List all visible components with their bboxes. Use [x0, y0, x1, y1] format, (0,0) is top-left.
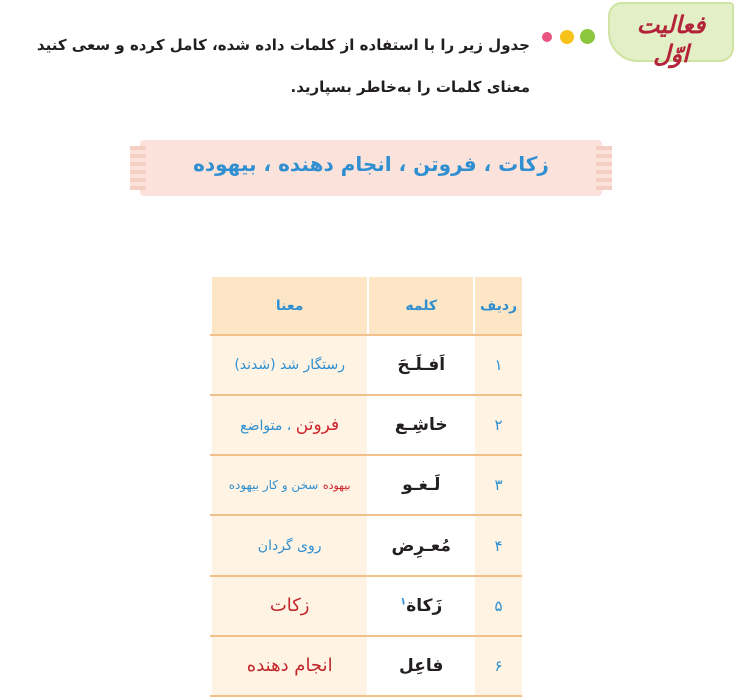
handwritten-answer: بیهوده	[322, 479, 351, 493]
row-number: ۳	[474, 455, 522, 515]
green-dot-icon	[580, 29, 595, 44]
handwritten-answer: انجام دهنده	[246, 655, 333, 677]
row-meaning	[211, 335, 368, 395]
row-word: اَفـلَـحَ	[368, 335, 474, 395]
printed-meaning: روی گردان	[257, 537, 322, 554]
decorative-dots	[538, 29, 600, 45]
word-bank-banner	[140, 140, 602, 196]
row-number: ۶	[474, 636, 522, 696]
row-meaning	[211, 455, 368, 515]
activity-title: فعالیت اوّل	[636, 10, 706, 68]
row-word: لَـغـو	[368, 455, 474, 515]
table-row	[211, 636, 522, 696]
printed-meaning: سخن و کار بیهوده	[228, 478, 319, 493]
instruction-text: جدول زیر را با استفاده از کلمات داده شده، کامل کرده و سعی کنید معنای کلمات را به‌خاطر بسپارید.	[36, 36, 530, 96]
row-word: مُعـرِض	[368, 515, 474, 575]
row-meaning	[211, 636, 368, 696]
header-word: کلمه	[368, 277, 474, 335]
row-meaning	[211, 576, 368, 636]
yellow-dot-icon	[560, 30, 574, 44]
handwritten-answer: فروتن	[295, 415, 340, 436]
row-word	[368, 576, 474, 636]
table-row	[211, 515, 522, 575]
word-text: زَکاة	[406, 595, 443, 616]
footnote-mark: ۱	[400, 596, 407, 608]
row-meaning	[211, 395, 368, 455]
row-number: ۵	[474, 576, 522, 636]
vocabulary-table	[210, 277, 522, 697]
handwritten-answer: زکات	[269, 595, 310, 617]
row-word: خاشِـع	[368, 395, 474, 455]
row-number: ۱	[474, 335, 522, 395]
row-word: فاعِل	[368, 636, 474, 696]
table-row	[211, 455, 522, 515]
table-header-row	[211, 277, 522, 335]
word-bank-text: زکات ، فروتن ، انجام دهنده ، بیهوده	[193, 152, 549, 176]
printed-meaning: رستگار شد (شدند)	[234, 357, 346, 374]
table-row	[211, 335, 522, 395]
row-meaning	[211, 515, 368, 575]
printed-meaning: ، متواضع	[240, 418, 292, 435]
header-meaning: معنا	[211, 277, 368, 335]
header-row-number: ردیف	[474, 277, 522, 335]
pink-dot-icon	[542, 32, 552, 42]
table-row	[211, 576, 522, 636]
table-row	[211, 395, 522, 455]
row-number: ۴	[474, 515, 522, 575]
row-number: ۲	[474, 395, 522, 455]
